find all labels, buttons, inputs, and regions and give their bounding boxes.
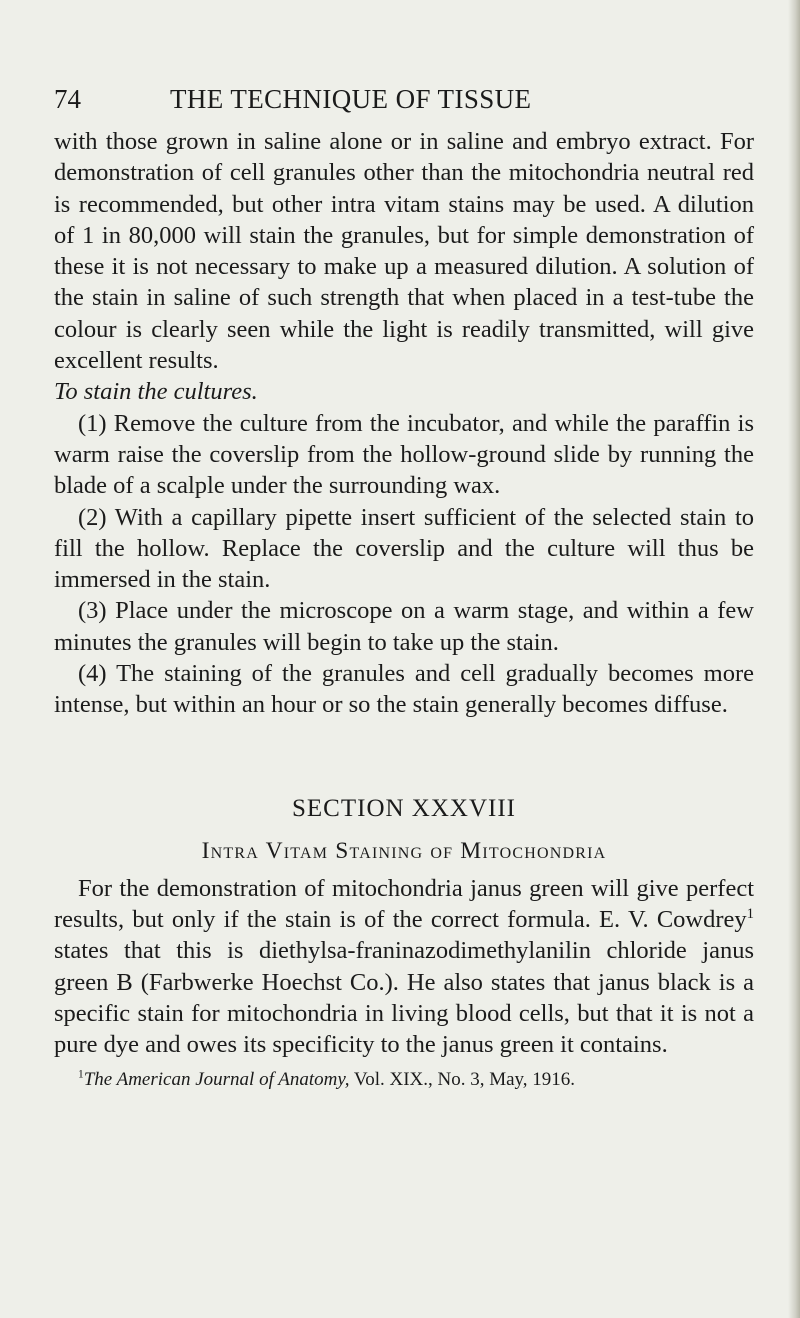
section-paragraph-part-1: For the demonstration of mitochondria janus green will give perfect results, but only if the stain is of the correct formula. E. V. Cowdrey: [54, 874, 754, 933]
footnote-reference: 1: [746, 905, 754, 922]
footnote: [54, 1068, 754, 1092]
subheading-stain-cultures: To stain the cultures.: [54, 378, 258, 406]
step-2: (2) With a capillary pipette insert sufficient of the selected stain to fill the hollow. Replace the coverslip and the culture will thus be immersed in the stain.: [54, 503, 754, 594]
section-title: SECTION XXXVIII: [292, 794, 516, 822]
running-head: THE TECHNIQUE OF TISSUE: [170, 84, 532, 114]
paragraph-intro: with those grown in saline alone or in saline and embryo extract. For demonstration of cell granules other than the mitochondria neutral red is recommended, but other intra vitam stains may be used. A dilution of 1 in 80,000 will stain the granules, but for simple demonstration of these it is not necessary to make up a measured dilution. A solution of the stain in saline of such strength that when placed in a test-tube the colour is clearly seen while the light is readily transmitted, will give excellent results.: [54, 128, 754, 375]
step-4: (4) The staining of the granules and cell gradually becomes more intense, but within an hour or so the stain generally becomes diffuse.: [54, 660, 754, 719]
step-1: (1) Remove the culture from the incubator, and while the paraffin is warm raise the coverslip from the hollow-ground slide by running the blade of a scalple under the surrounding wax.: [54, 409, 754, 500]
step-3: (3) Place under the microscope on a warm stage, and within a few minutes the granules will begin to take up the stain.: [54, 597, 754, 656]
section-paragraph: [54, 873, 754, 1061]
footnote-citation: Vol. XIX., No. 3, May, 1916.: [349, 1069, 576, 1091]
page-header: [54, 84, 754, 126]
page-edge-shadow: [788, 0, 800, 1318]
book-page: [54, 84, 754, 1092]
page-number: 74: [54, 84, 81, 114]
footnote-journal: The American Journal of Anatomy,: [83, 1069, 350, 1091]
section-subtitle: Intra Vitam Staining of Mitochondria: [201, 837, 607, 864]
section-paragraph-part-2: states that this is diethylsa-franinazodimethylanilin chloride janus green B (Farbwerke Hoechst Co.). He also states that janus black is a specific stain for mitochondria in living blood cells, but that it is not a pure dye and owes its specificity to the janus green it contains.: [54, 937, 754, 1059]
footnote-mark: 1: [78, 1069, 84, 1082]
